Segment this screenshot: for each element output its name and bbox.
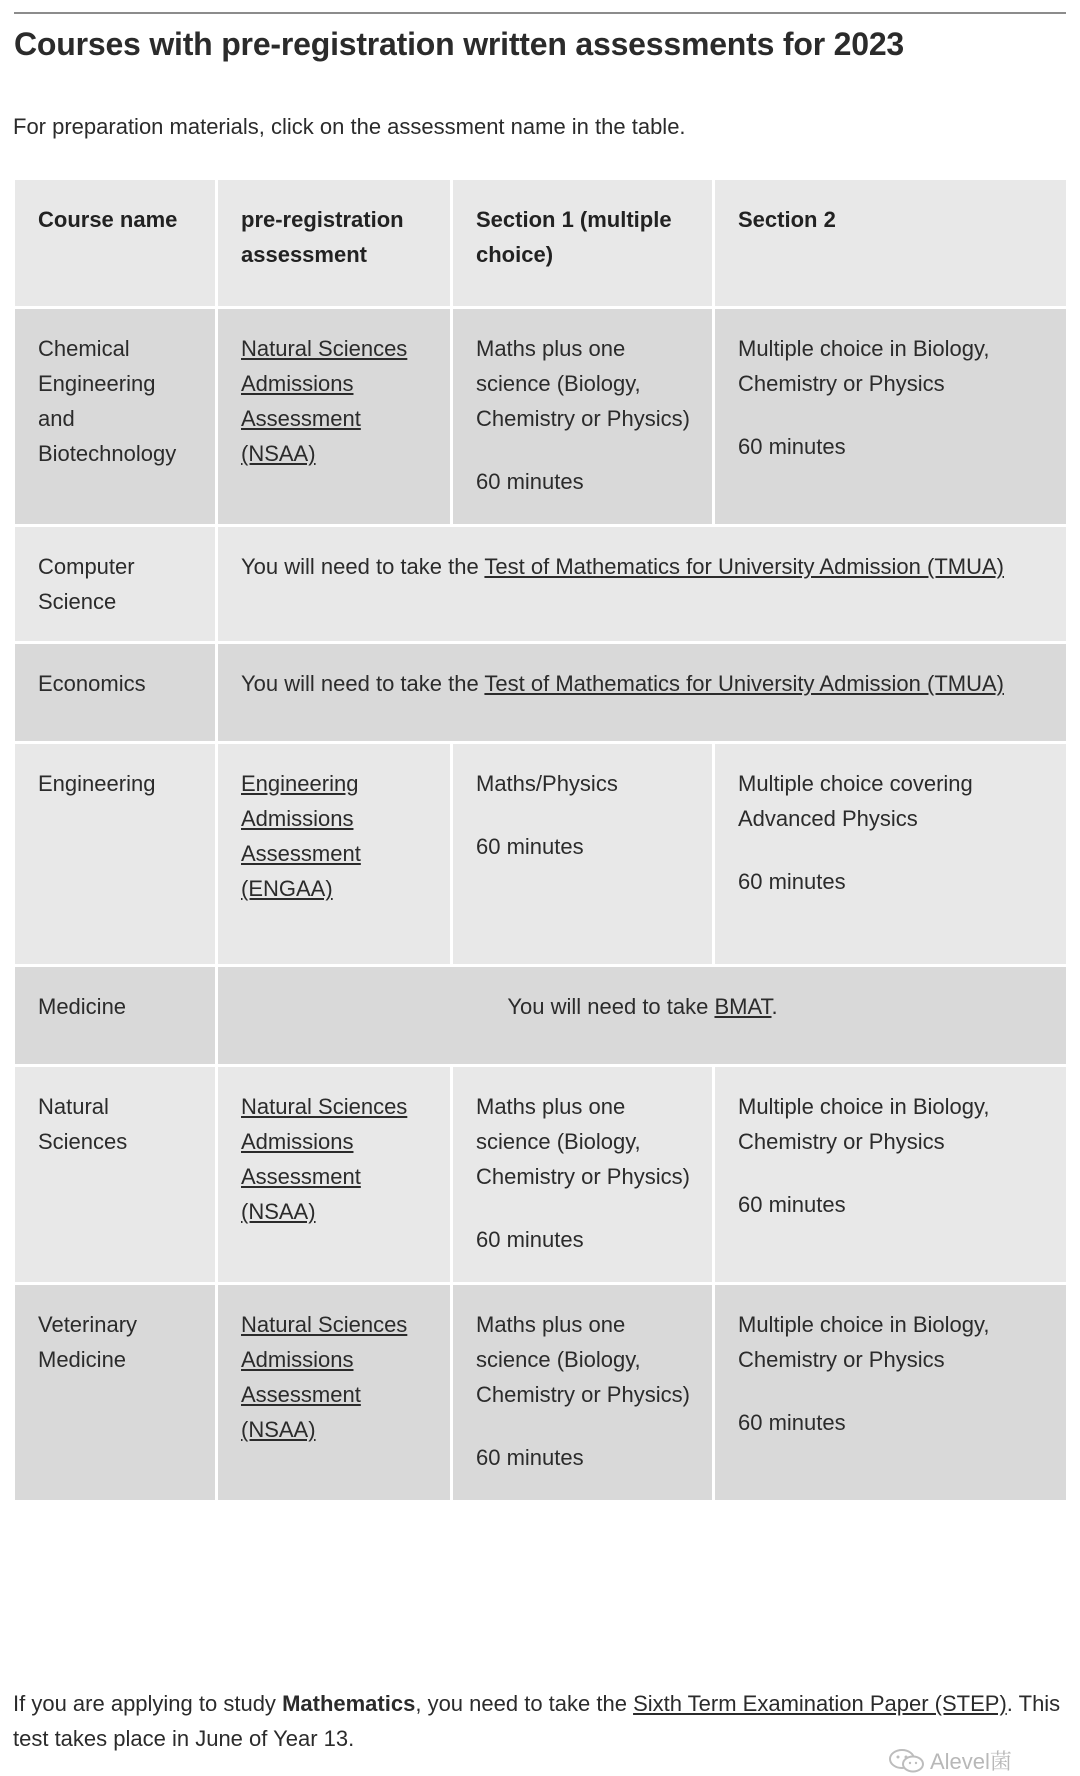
- section-1-cell: [452, 1284, 714, 1502]
- assessment-cell: [217, 1284, 452, 1502]
- watermark: [888, 1745, 1012, 1776]
- tmua-link[interactable]: Test of Mathematics for University Admission (TMUA): [484, 671, 1004, 696]
- section-2-duration: 60 minutes: [738, 1192, 846, 1217]
- table-row: [14, 308, 1068, 526]
- section-2-text: Multiple choice in Biology, Chemistry or Physics: [738, 336, 990, 396]
- nsaa-link[interactable]: Natural Sciences Admissions Assessment (NSAA): [241, 1094, 408, 1224]
- section-2-cell: [714, 1284, 1068, 1502]
- section-2-cell: [714, 1066, 1068, 1284]
- section-1-duration: 60 minutes: [476, 1445, 584, 1470]
- requirement-prefix: You will need to take the: [241, 554, 485, 579]
- table-row: [14, 966, 1068, 1066]
- watermark-text: Alevel菌: [930, 1749, 1012, 1774]
- footer-bold-subject: Mathematics: [282, 1691, 416, 1716]
- section-1-duration: 60 minutes: [476, 1227, 584, 1252]
- section-1-cell: [452, 743, 714, 966]
- table-row: [14, 526, 1068, 643]
- section-1-text: Maths plus one science (Biology, Chemistry or Physics): [476, 336, 690, 431]
- section-2-cell: [714, 743, 1068, 966]
- section-2-text: Multiple choice in Biology, Chemistry or Physics: [738, 1312, 990, 1372]
- top-divider: [14, 12, 1066, 14]
- requirement-cell: [217, 526, 1068, 643]
- requirement-cell: [217, 643, 1068, 743]
- footer-text-2: , you need to take the: [415, 1691, 634, 1716]
- header-section-1: Section 1 (multiple choice): [452, 179, 714, 308]
- table-row: [14, 1066, 1068, 1284]
- header-section-2: Section 2: [714, 179, 1068, 308]
- table-row: [14, 743, 1068, 966]
- table-row: [14, 643, 1068, 743]
- requirement-suffix: .: [771, 994, 778, 1019]
- course-cell: Economics: [14, 643, 217, 743]
- course-cell: Natural Sciences: [14, 1066, 217, 1284]
- requirement-prefix: You will need to take: [507, 994, 715, 1019]
- section-2-duration: 60 minutes: [738, 434, 846, 459]
- requirement-prefix: You will need to take the: [241, 671, 485, 696]
- assessment-cell: [217, 308, 452, 526]
- course-cell: Medicine: [14, 966, 217, 1066]
- tmua-link[interactable]: Test of Mathematics for University Admission (TMUA): [484, 554, 1004, 579]
- section-2-duration: 60 minutes: [738, 1410, 846, 1435]
- section-1-duration: 60 minutes: [476, 834, 584, 859]
- step-link[interactable]: Sixth Term Examination Paper (STEP): [633, 1691, 1007, 1716]
- assessment-cell: [217, 1066, 452, 1284]
- course-cell: Computer Science: [14, 526, 217, 643]
- section-1-cell: [452, 308, 714, 526]
- table-row: [14, 1284, 1068, 1502]
- course-cell: Engineering: [14, 743, 217, 966]
- course-cell: Veterinary Medicine: [14, 1284, 217, 1502]
- header-course-name: Course name: [14, 179, 217, 308]
- bmat-link[interactable]: BMAT: [714, 994, 772, 1019]
- footer-text-3: . This test takes place in June of Year 13.: [13, 1691, 1061, 1751]
- section-1-text: Maths/Physics: [476, 771, 618, 796]
- header-assessment: pre-registration assessment: [217, 179, 452, 308]
- requirement-cell: [217, 966, 1068, 1066]
- engaa-link[interactable]: Engineering Admissions Assessment (ENGAA): [241, 771, 361, 901]
- wechat-icon: [888, 1748, 926, 1774]
- section-1-text: Maths plus one science (Biology, Chemistry or Physics): [476, 1312, 690, 1407]
- section-2-cell: [714, 308, 1068, 526]
- section-1-cell: [452, 1066, 714, 1284]
- section-2-duration: 60 minutes: [738, 869, 846, 894]
- table-header-row: [14, 179, 1068, 308]
- section-1-duration: 60 minutes: [476, 469, 584, 494]
- section-1-text: Maths plus one science (Biology, Chemistry or Physics): [476, 1094, 690, 1189]
- intro-text: For preparation materials, click on the assessment name in the table.: [13, 114, 686, 139]
- assessment-cell: [217, 743, 452, 966]
- course-cell: Chemical Engineering and Biotechnology: [14, 308, 217, 526]
- section-2-text: Multiple choice covering Advanced Physics: [738, 771, 973, 831]
- page-title: Courses with pre-registration written assessments for 2023: [14, 26, 905, 62]
- nsaa-link[interactable]: Natural Sciences Admissions Assessment (NSAA): [241, 1312, 408, 1442]
- footer-text-1: If you are applying to study: [13, 1691, 283, 1716]
- section-2-text: Multiple choice in Biology, Chemistry or Physics: [738, 1094, 990, 1154]
- nsaa-link[interactable]: Natural Sciences Admissions Assessment (NSAA): [241, 336, 408, 466]
- assessments-table: [12, 177, 1069, 1503]
